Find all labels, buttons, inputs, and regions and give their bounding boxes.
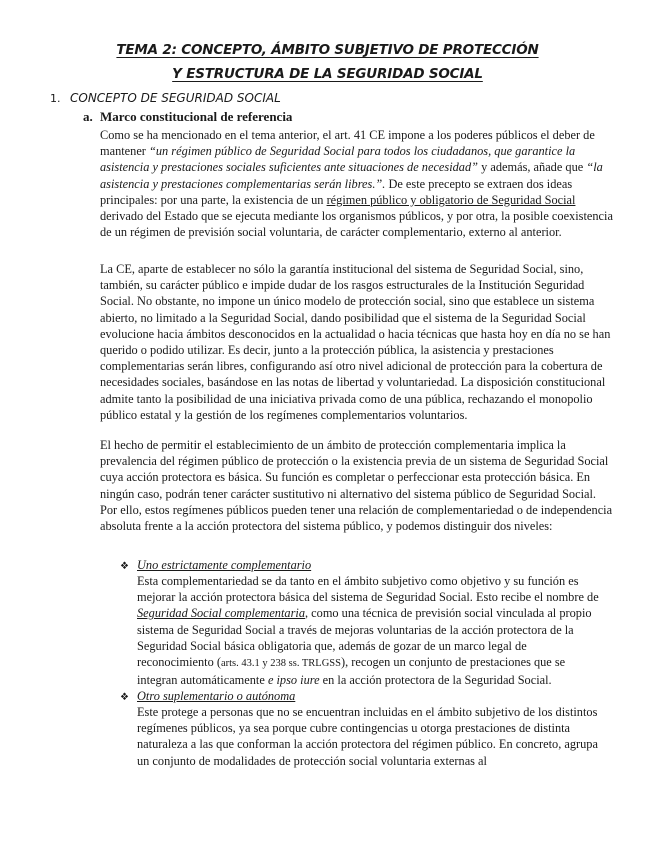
paragraph-text: y además, añade que xyxy=(478,160,587,175)
bullet-text: en la acción protectora de la Seguridad Social. xyxy=(319,673,552,688)
bullet-text: ), recogen un conjunto de prestaciones que se integran automáticamente xyxy=(137,655,566,688)
section-number: 1. xyxy=(50,92,61,105)
subsection-heading xyxy=(83,109,292,125)
legal-reference: arts. 43.1 y 238 ss. TRLGSS xyxy=(220,658,341,670)
paragraph-text: El hecho de permitir el establecimiento de un ámbito de protección complementaria implica la prevalencia del régimen público de protección o la existencia previa de un sistema de Seguridad Social cuya acción protectora es básica. Su función es completar o perfeccionar esta protección básica. En ningún caso, podrán tener carácter sustitutivo ni alternativo del sistema público de Seguridad Social. Por ello, estos regímenes públicos pueden tener una relación de complementariedad o de independencia absoluta frente a la acción protectora del sistema público, y podemos distinguir dos niveles: xyxy=(100,438,613,534)
title-line-2: Y ESTRUCTURA DE LA SEGURIDAD SOCIAL xyxy=(172,66,483,82)
bullet-1-body xyxy=(137,573,599,688)
bullet-2-title: Otro suplementario o autónoma xyxy=(137,689,296,703)
paragraph-1 xyxy=(100,127,615,240)
bullet-text: , como una técnica de previsión social vinculada al propio sistema de Seguridad Social a través de mejoras voluntarias de la acción protectora de la Seguridad Social básica obligatoria que, además de gozar de un marco legal de reconocimiento ( xyxy=(137,606,592,670)
quote-art-41: “un régimen público de Seguridad Social para todos los ciudadanos, que garantice la asistencia y prestaciones sociales suficientes ante situaciones de necesidad” xyxy=(100,144,576,175)
section-heading xyxy=(50,90,281,107)
paragraph-text: Como se ha mencionado en el tema anterior, el art. 41 CE impone a los poderes públicos el deber de mantener xyxy=(100,128,595,159)
bullet-1-title: Uno estrictamente complementario xyxy=(137,558,312,572)
paragraph-3 xyxy=(100,437,615,534)
quote-complementary: “la asistencia y prestaciones complementarias serán libres.”. xyxy=(100,160,603,191)
title-line-1: TEMA 2: CONCEPTO, ÁMBITO SUBJETIVO DE PROTECCIÓN xyxy=(116,42,539,58)
bullet-2-body xyxy=(137,704,599,769)
bullet-text: Esta complementariedad se da tanto en el ámbito subjetivo como objetivo y su función es mejorar la acción protectora básica del sistema de Seguridad Social. Esto recibe el nombre de xyxy=(137,574,599,605)
section-title: CONCEPTO DE SEGURIDAD SOCIAL xyxy=(70,91,281,105)
underlined-term: régimen público y obligatorio de Seguridad Social xyxy=(326,192,576,207)
paragraph-text: derivado del Estado que se ejecuta mediante los organismos públicos, y por otra, la posible coexistencia de un régimen de previsión social voluntaria, de carácter complementario, externo al anterior. xyxy=(100,209,613,240)
diamond-bullet-icon: ❖ xyxy=(120,692,129,703)
document-title xyxy=(0,38,655,86)
term-seguridad-social-complementaria: Seguridad Social complementaria xyxy=(137,606,305,621)
bullet-text: Este protege a personas que no se encuentran incluidas en el ámbito subjetivo de los distintos regímenes públicos, ya sea porque cubre contingencias u otorga prestaciones de distinta naturaleza a las que conforman la acción protectora del régimen público. En concreto, agrupa un conjunto de modalidades de protección social voluntaria externas al xyxy=(137,705,598,768)
paragraph-2 xyxy=(100,261,615,423)
latin-term: e ipso iure xyxy=(267,673,320,688)
diamond-bullet-icon: ❖ xyxy=(120,561,129,572)
subsection-title: Marco constitucional de referencia xyxy=(100,109,293,124)
subsection-letter: a. xyxy=(83,109,93,124)
paragraph-text: La CE, aparte de establecer no sólo la garantía institucional del sistema de Seguridad Social, sino, también, su carácter público e impide dudar de los rasgos estructurales de la Institución Seguridad Social. No obstante, no impone un único modelo de protección social, sino que establece un sistema abierto, no limitado a la Seguridad Social, dando posibilidad que el sistema de la Seguridad Social evolucione hacia ámbitos desconocidos en la actualidad o hacia técnicas que hasta hoy en día no se han querido o podido utilizar. Es decir, junto a la protección pública, la asistencia y prestaciones complementarias serán libres, configurando así otro nivel adicional de protección para la cobertura de necesidades sociales, basándose en las notas de libertad y voluntariedad. La disposición constitucional admite tanto la posibilidad de una iniciativa privada como de una pública, rechazando el monopolio público estatal y la gestión de los regímenes complementarios voluntarios. xyxy=(100,262,611,422)
paragraph-text: De este precepto se extraen dos ideas principales: por una parte, la existencia de un xyxy=(100,176,573,207)
